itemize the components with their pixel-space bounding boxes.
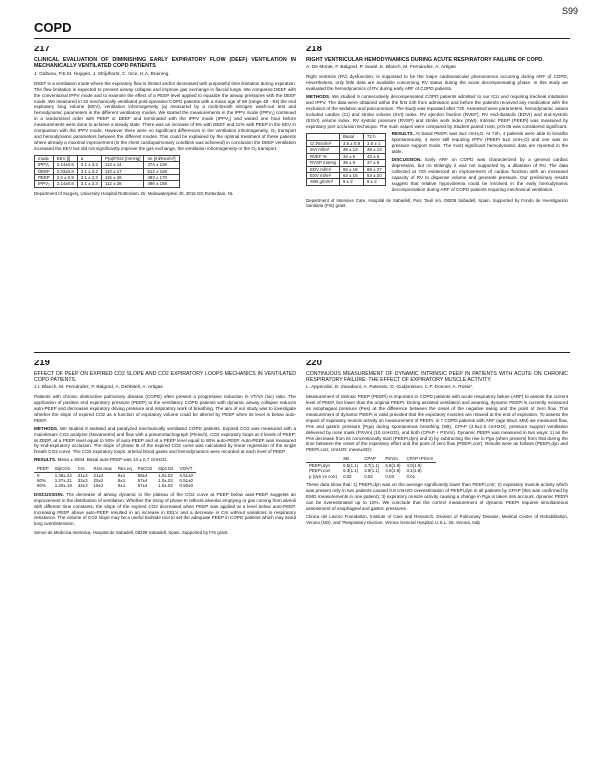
table-header-cell: mode xyxy=(35,155,54,161)
page-number: S99 xyxy=(561,6,578,16)
table-header-cell: 72 h xyxy=(364,134,386,140)
top-divider xyxy=(34,38,570,39)
table-cell: 39 ± 9 xyxy=(339,160,363,166)
table-cell: 1.37±.21 xyxy=(54,478,72,483)
abstract-affiliation: Clinica del Lavoro Foundation, Institute of Care and Research, Division of Pulmonary Disease, Medical Center of Rehabilitation, Veruno (NO), and *Respiratory Division, Verona General Hospital, U.S.L. 25, Verona, Italy xyxy=(306,514,568,526)
discussion-text: The decrease of airway dynamic in the plateau of the CO2 curve at PEEP below auto-PEEP suggests an improvement in the distribution of ventilation. Whether the rising of phase III reflects alveolar emptying or gas coming from alveoli with different time constants, the slope of the expired CO2 decreased when PEEP was applied at a level below auto-PEEP. Increasing PEEP above auto-PEEP resulted in an increase in EELV and a decrease in Crs without variations in respiratory resistance. The volume of CO2 slope may be a useful bedside tool to set the adequate PEEP in COPD patients which may avoid lung overdistension. xyxy=(34,491,296,527)
table-row xyxy=(307,140,386,146)
table-cell: SVI ml/m² xyxy=(307,147,340,153)
methods-text: We studied 9 consecutively decompensated COPD patients admitted to our ICU and requiring tracheal intubation and IPPV. The data were obtained within the first 24h from admission and before the patients received any medication with the exclusion of the sedation and pancuronium. The study was repeated after 72h. Assessed were parameters, hemodynamic values included cardiac (CI) and stroke volume (SVI) index, RV ejection fraction (RVEF), RV end-diastolic (EDVI) and end-systolic (ESVI) volume index, RV systolic pressure (RVSP) and stroke work index (SWI). Intrinsic PEEP (PEEPi) was measured by expiratory port occlusion technique. The main values were compared by Student paired t test, p<0.05 was considered significant. xyxy=(306,94,568,129)
table-cell: 0.03 xyxy=(385,473,394,479)
table-cell: 5.8(1.9) xyxy=(385,462,401,468)
abstract-affiliation: Servei de Medicina Intensiva, Hospital de Sabadell, 08208 Sabadell, Spain. Supported by FIS grant. xyxy=(34,530,229,536)
table-cell: 3.1(1.8) xyxy=(406,468,422,474)
table-row xyxy=(34,483,196,488)
table-cell: RVSP mmHg xyxy=(307,160,340,166)
table-cell: 57±4 xyxy=(137,478,148,483)
table-cell: 0.50±0 xyxy=(179,483,193,489)
abstract-discussion xyxy=(34,492,296,527)
table-header-cell: a xyxy=(77,155,101,161)
table-cell: 496 ± 168 xyxy=(144,181,179,187)
table-cell: 32±3 xyxy=(77,478,88,483)
table-cell: 9±1 xyxy=(117,472,126,478)
table-cell: 34 ± 8 xyxy=(339,153,363,159)
abstract-218 xyxy=(306,46,568,346)
abstract-methods xyxy=(34,426,296,456)
table-cell: 3.1 ± 3.2 xyxy=(77,168,101,174)
table-cell: PEEPi,dyn xyxy=(309,462,330,468)
abstract-authors: J.I. Blanch, M. Fernández, F. Balgord, A. Dehbiteli, A. Artigas xyxy=(34,385,163,391)
table-cell: 493 ± 170 xyxy=(144,174,179,180)
table-cell: 3.5 ± 0.9 xyxy=(339,140,363,146)
abstract-219 xyxy=(34,360,296,760)
table-header-cell: P(a)/FiO2 [mmHg] xyxy=(101,155,144,161)
table-cell: 50% xyxy=(37,478,46,483)
table-header-cell: VD/VT xyxy=(177,466,196,472)
table-header-cell: SlpCO2 xyxy=(52,466,75,472)
table-header-cell: CPAP xyxy=(361,456,382,462)
table-cell: 2.9(1.1) xyxy=(364,468,380,474)
table-cell: 3.1 ± 2.3 xyxy=(77,174,101,180)
abstract-intro: Patients with chronic obstructive pulmonary disease (COPD) often present a progressive reduction in VT/VA (sic) ratio. The application of positive end expiratory pressure (PEEP) to the ventilatory COPD patients with dynamic airway collapse reduces auto-PEEP and decreases expiratory driving pressure and inspiratory work of breathing. The aim of our study was to investigate whether the slope of expired CO2 as a function of expiratory volume could be altered by PEEP when its level is below auto-PEEP. xyxy=(34,394,296,423)
table-cell: 4.0(1.9) xyxy=(406,462,422,468)
table-cell: 39 ± 13 xyxy=(339,147,363,153)
abstract-affiliation: Department of Surgery, University Hospital Rotterdam, Dr. Molewaterplein 40, 3015 GD Rotterdam, NL xyxy=(34,190,234,196)
table-row xyxy=(35,162,180,168)
table-cell: 2.14±0.8 xyxy=(53,162,77,168)
methods-label: METHODS. xyxy=(34,425,59,431)
table-cell: 53 ± 20 xyxy=(364,172,386,178)
abstract-220 xyxy=(306,360,568,760)
table-cell: 1.0±.03 xyxy=(158,478,173,483)
table-row xyxy=(307,153,386,159)
table-cell: 21±2 xyxy=(93,472,104,478)
abstract-title: RIGHT VENTRICULAR HEMODYNAMICS DURING ACUTE RESPIRATORY FAILURE OF COPD. xyxy=(306,56,544,63)
abstract-results xyxy=(34,457,296,463)
discussion-label: DISCUSSION. xyxy=(391,157,422,163)
methods-label: METHODS. xyxy=(306,94,331,100)
table-cell: ESV ml/m² xyxy=(307,172,340,178)
table-header-cell: CPAP+PSVm xyxy=(403,456,436,462)
table-header-cell: SlpCO2 xyxy=(155,466,176,472)
table-cell: 8 ± 2 xyxy=(364,179,386,185)
table-row xyxy=(35,168,180,174)
table-cell: 0.01 xyxy=(406,473,416,479)
table-cell: 2.4 ± 0.9 xyxy=(53,174,77,180)
table-cell: 5.3(1.1) xyxy=(343,468,359,474)
table-cell: 2.14±0.8 xyxy=(53,181,77,187)
table-cell: PEEPi,corr xyxy=(309,468,331,474)
table-cell: 40 ± 6 xyxy=(364,153,386,159)
abstract-authors: A. De Monte, F. Balgord, P. Sauté, E. Blanch, M. Fernández, A. Artigas xyxy=(306,65,456,71)
table-cell: 3.1 ± 3.3 xyxy=(77,162,101,168)
section-heading: COPD xyxy=(34,20,72,35)
table-cell: 4.6(1.9) xyxy=(385,468,401,474)
table-cell: 86 ± 27 xyxy=(364,166,386,172)
table-cell: 3.1 ± 3.3 xyxy=(77,181,101,187)
table-header-cell: Ve [ml/min/m²] xyxy=(144,155,179,161)
abstract-number: 217 xyxy=(34,46,50,54)
results-table xyxy=(34,466,196,489)
table-header-cell: EEV [l] xyxy=(53,155,77,161)
table-row xyxy=(307,172,386,178)
table-cell: SWI g/m/m² xyxy=(307,179,340,185)
abstract-217 xyxy=(34,46,296,346)
methods-text: We studied 8 sedated and paralyzed mechanically ventilated COPD patients. Expired CO2 was measured with a mainstream CO2 analyzer (Novametrix) and flow with a pneumotachograph (Fleisch). CO2 expiratory loops at 3 levels of PEEP: at ZEEP, at a PEEP level equal to 50% of auto-PEEP and at a PEEP level equal to 80% auto-PEEP. Auto-PEEP was measured by end-expiratory occlusion. The slope of phase III of the expired CO2 curve was calculated by linear regression of the single breath CO2 curve. The CO2 expiratory loops, arterial blood gases and hemodynamics were recorded at each level of PEEP. xyxy=(34,425,296,455)
table-header-cell: Crs xyxy=(75,466,91,472)
table-header-cell: Res eq xyxy=(115,466,135,472)
results-table xyxy=(34,155,180,188)
table-cell: 57±4 xyxy=(137,483,148,489)
abstract-body: DEEF is a ventilation mode where the expiratory flow is limited and/or decreased with purposeful time limitation during expiration. The flow limitation is expected to prevent airway collapse and improve gas exchange in flaccid lungs. We compared DEEF with the conventional IPPV mode and to examine the effect of a PEEP level applied to equalize the airway pressures with the DEEF mode. We measured in 32 mechanically ventilated post-operative COPD patients with a mean age of 69 (range 48 - 83) the end expiratory lung volume (EEV), ventilation inhomogeneity (a) measured by a multi-breath nitrogen wash-out test and hemodynamic parameters in the different ventilatory modes. We started the measurements in the IPPV mode (IPPV₁) continued in a randomised order with PEEP or DEEF and terminated with the IPPV mode (IPPV₂) and waited one hour before measurements were done to achieve a steady state. There was an increase of 9% with DEEF and 12% with PEEP in the EEV in comparison with the IPPV mode. However there were no significant differences in the ventilation inhomogeneity, O₂ transport and hemodynamic parameters between the different modes. This could be explained by the optimal treatment of these patients where already a maximal improvement (in the chest cardiopulmonary condition was achieved) in conclusion the DEEF ventilation increased the EEV but did not significantly improve the gas exchange, the ventilation inhomogeneity or the O₂ transport. xyxy=(34,80,296,151)
table-cell: 512 ± 168 xyxy=(144,168,179,174)
table-header-cell: Rins max xyxy=(91,466,115,472)
table-cell: 9±1 xyxy=(117,478,126,483)
table-cell: 0.51±0 xyxy=(179,472,193,478)
table-cell: 63 ± 15 xyxy=(339,172,363,178)
table-cell: 113 ± 14 xyxy=(101,162,144,168)
table-cell: 0.02 xyxy=(343,473,352,479)
table-cell: 19±2 xyxy=(93,483,104,489)
abstract-title: CONTINUOUS MEASUREMENT OF DYNAMIC INTRINSIC PEEP IN PATIENTS WITH ACUTE ON CHRONIC RESPIRATORY FAILURE: THE EFFECT OF EXPIRATORY MUSCLE ACTIVITY. xyxy=(306,370,568,384)
table-row xyxy=(306,474,436,479)
table-row xyxy=(35,174,180,180)
abstract-body: Measurement of intrinsic PEEP (PEEPi) is important in COPD patients with acute respiratory failure (ARF) to assess the current level of PEEP, but lower than the original PEEPi. During assisted ventilation and weaning, dynamic PEEPi is currently measured as esophageal pressure (Pes) at the difference between the onset of the negative swing and the point of zero flow. This measurement of dynamic PEEPi is valid provided that the expiratory muscles are relaxed at the end of expiration. To assess the impact of expiratory muscle activity on measurement of PEEPi, in 7 COPD patients with ARF (age 66±3, MM) we measured flow, Pes and gastric pressure (Pga) during spontaneous breathing (SB), CPAP (4.8±1.6 cmH2O), pressure support ventilation delivered by nose mask (PSVm) (10 cmH2O), and both (CPAP + PSVm). Dynamic PEEPi was measured in two ways: 1) as the Pes decrease from its conventionally start (PEEPi,dyn) and 2) by subtracting the rise in Pga (when present) from that during the time between the onset of the expiratory effort and the point of zero flow (PEEPi,corr). Results were as follows (PEEPi,dyn and PEEPi,corr, cmH2O; mean±SD): xyxy=(306,394,568,453)
abstract-authors: L. Appendini, E. Zanaboni, A. Patessio, D. Gudjonsson, C.F. Donner, A. Rossi*. xyxy=(306,385,474,391)
table-cell: 1.0±.02 xyxy=(158,472,173,478)
results-table xyxy=(306,133,386,185)
results-label: RESULTS. xyxy=(34,457,57,463)
table-row xyxy=(35,181,180,187)
table-header-cell: SB xyxy=(340,456,361,462)
results-label: RESULTS. xyxy=(391,131,415,137)
results-text: Mean ± SEM. Basal auto-PEEP was 13 ± 0.7 cmH2O. xyxy=(57,457,168,463)
abstract-title: EFFECT OF PEEP ON EXPIRED CO2 SLOPE AND CO2 EXPIRATORY LOOPS MECHANICS IN VENTILATED COPD PATIENTS. xyxy=(34,370,296,384)
table-cell: 112 ± 28 xyxy=(101,181,144,187)
table-cell: 0 xyxy=(37,472,40,478)
abstract-affiliation: Department of Intensive Care, Hospital de Sabadell, Parc Taulí s/n, 08208 Sabadell, Spain. Supported by Fondo de Investigación Sanitaria (FIS) grant. xyxy=(306,197,568,209)
table-cell: 0.51±0 xyxy=(179,478,193,483)
table-cell: DEEF xyxy=(35,168,54,174)
table-cell: IPPV₁ xyxy=(35,162,54,168)
table-cell: 115 ± 26 xyxy=(101,174,144,180)
abstract-number: 218 xyxy=(306,46,322,54)
table-cell: 93 ± 18 xyxy=(339,166,363,172)
table-cell: 3.7(1.1) xyxy=(364,462,380,468)
abstract-number: 219 xyxy=(34,360,50,368)
table-row xyxy=(307,179,386,185)
table-cell: CI l/min/m² xyxy=(307,140,340,146)
middle-divider xyxy=(34,352,570,353)
table-cell: 9±1 xyxy=(117,483,126,489)
table-header-row xyxy=(35,155,180,161)
table-row xyxy=(306,468,436,473)
table-cell: 0.02 xyxy=(364,473,373,479)
table-row xyxy=(307,166,386,172)
table-cell: EDV ml/m² xyxy=(307,166,340,172)
table-cell: 6.5(1.1) xyxy=(343,462,359,468)
table-cell: IPPV₂ xyxy=(35,181,54,187)
table-cell: 2.33±0.8 xyxy=(53,168,77,174)
table-cell: p (dyn vs corr) xyxy=(309,473,338,479)
discussion-label: DISCUSSION. xyxy=(34,491,64,497)
table-cell: 37 ± 8 xyxy=(364,160,386,166)
table-cell: 32±3 xyxy=(77,483,88,489)
table-cell: 31±3 xyxy=(77,472,88,478)
table-cell: 474 ± 126 xyxy=(144,162,179,168)
table-row xyxy=(307,147,386,153)
abstract-conclusion: These data show that: 1) PEEPi,dyn was on the average significantly lower than PEEPi,corr; 2) expiratory muscle activity which was present only in two patients caused 0.8 cmH2O overestimation of PEEPi,dyn in all patients by CPAP (this was confirmed by EMG measurements in one patient); 3) expiratory muscle activity causing a change in Pga is taken into account, dynamic PEEPi can be overestimated up to 15%. We conclude that the correct measurement of dynamic PEEPi requires simultaneous assessment of esophageal and gastric pressures. xyxy=(306,481,568,511)
table-cell: 20±2 xyxy=(93,478,104,483)
table-header-cell: PaCO2 xyxy=(135,466,155,472)
abstract-methods xyxy=(306,94,568,129)
table-cell: 9 ± 2 xyxy=(339,179,363,185)
table-cell: RVEF % xyxy=(307,153,340,159)
discussion-text: Early ARF on COPD was characterized by a general cardiac depression, but no strikingly it was not supported by a dilatation of RV. The data collected at 72h evidenced an improvement of cardiac function with an increased capacity of RV to dispense volume and generate pressure. Our preliminary results suggest that relative hypovolemia could be involved in the early hemodynamic decompensation during ARF of COPD patients requiring mechanical ventilation. xyxy=(391,157,568,192)
abstract-authors: J. Gültuna, P.E.M. Huygen, J. Strijdhorst, C. Ince, H.A. Bruining. xyxy=(34,71,170,77)
table-header-cell: Basal xyxy=(339,134,363,140)
table-cell: 1.0±.02 xyxy=(158,483,173,489)
table-cell: 58±4 xyxy=(137,472,148,478)
table-cell: PEEP xyxy=(35,174,54,180)
table-row xyxy=(307,160,386,166)
table-cell: 80% xyxy=(37,483,46,489)
abstract-intro: Right ventricle (RV) dysfunction, is supposed to be the major cardiovascular phenomenon occurring during ARF of COPD, nevertheless, only little data are available concerning RV status during the acute decompensating phase. In this study we evaluated the hemodynamics of RV during early ARF of COPD patients. xyxy=(306,74,568,92)
table-cell: 1.30±.19 xyxy=(54,483,72,489)
table-cell: 3.8 ± 1 xyxy=(364,140,386,146)
results-table xyxy=(306,456,436,479)
table-cell: 110 ± 17 xyxy=(101,168,144,174)
table-header-cell: PSVm xyxy=(382,456,403,462)
table-header-cell: PEEP xyxy=(34,466,52,472)
table-cell: 1.48±.24 xyxy=(54,472,72,478)
results-text: At basal PEEPi was 8±2 cmH₂O. At 72h, 4 patients were able to breathe spontaneously, 4 were still requiring IPPV (PEEPi 5±2 cmH₂O) and one was on pressure support mode. The most significant hemodynamic data are reported in the table. xyxy=(391,131,568,155)
table-cell: 38 ± 13 xyxy=(364,147,386,153)
abstract-number: 220 xyxy=(306,360,322,368)
abstract-title: CLINICAL EVALUATION OF DIMINISHING EARLY EXPIRATORY FLOW (DEEF) VENTILATION IN MECHANICALLY VENTILATED COPD PATIENTS xyxy=(34,56,296,70)
